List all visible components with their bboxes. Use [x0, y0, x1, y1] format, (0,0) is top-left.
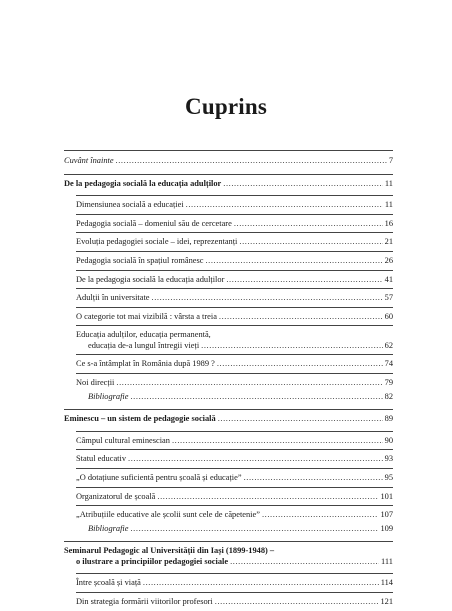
- toc-entry-bibliography[interactable]: Bibliografie ..... 109: [64, 524, 393, 538]
- toc-entry-intro[interactable]: [64, 156, 393, 170]
- toc-entry[interactable]: Din strategia formării viitorilor profesori ..... 121: [64, 597, 393, 611]
- toc-section-heading[interactable]: Eminescu – un sistem de pedagogie socială ..... 89: [64, 414, 393, 428]
- toc-entry[interactable]: educația de-a lungul întregii vieți ..... 62: [64, 341, 393, 355]
- table-of-contents: [64, 150, 393, 611]
- toc-entry[interactable]: O categorie tot mai vizibilă : vârsta a treia ..... 60: [64, 312, 393, 326]
- toc-entry[interactable]: „O dotațiune suficientă pentru școală și educație” ..... 95: [64, 473, 393, 487]
- toc-entry-line1: Educația adulților, educația permanentă,: [76, 330, 211, 340]
- page-title: Cuprins: [185, 94, 267, 119]
- toc-section-2: [64, 409, 393, 537]
- toc-entry-label: Cuvânt înainte: [64, 156, 114, 165]
- toc-entry-page: 7: [388, 156, 393, 165]
- toc-entry[interactable]: Ce s-a întâmplat în România după 1989 ? ..... 74: [64, 359, 393, 373]
- toc-entry[interactable]: Dimensiunea socială a educației ..... 11: [64, 200, 393, 214]
- toc-section-heading[interactable]: o ilustrare a principiilor pedagogiei sociale ..... 111: [64, 557, 393, 571]
- toc-section-3: [64, 541, 393, 610]
- toc-entry[interactable]: De la pedagogia socială la educația adulților ..... 41: [64, 275, 393, 289]
- toc-entry[interactable]: Evoluția pedagogiei sociale – idei, reprezentanți ..... 21: [64, 237, 393, 251]
- toc-entry[interactable]: Pedagogia socială – domeniul său de cercetare ..... 16: [64, 219, 393, 233]
- toc-entry[interactable]: Adulții în universitate ..... 57: [64, 293, 393, 307]
- toc-entry-bibliography[interactable]: Bibliografie ..... 82: [64, 392, 393, 406]
- toc-section-1: [64, 174, 393, 406]
- toc-entry[interactable]: Noi direcții ..... 79: [64, 378, 393, 392]
- toc-section-heading-line1: Seminarul Pedagogic al Universității din Iași (1899-1948) –: [64, 546, 275, 556]
- toc-entry[interactable]: Între școală și viață ..... 114: [64, 578, 393, 592]
- toc-section-heading[interactable]: De la pedagogia socială la educația adulților ..... 11: [64, 179, 393, 193]
- toc-entry[interactable]: „Atribuțiile educative ale școlii sunt cele de căpetenie” ..... 107: [64, 510, 393, 524]
- toc-entry[interactable]: Câmpul cultural eminescian ..... 90: [64, 436, 393, 450]
- toc-entry[interactable]: Organizatorul de școală ..... 101: [64, 492, 393, 506]
- toc-entry[interactable]: Pedagogia socială în spațiul românesc ..... 26: [64, 256, 393, 270]
- toc-entry[interactable]: Statul educativ ..... 93: [64, 454, 393, 468]
